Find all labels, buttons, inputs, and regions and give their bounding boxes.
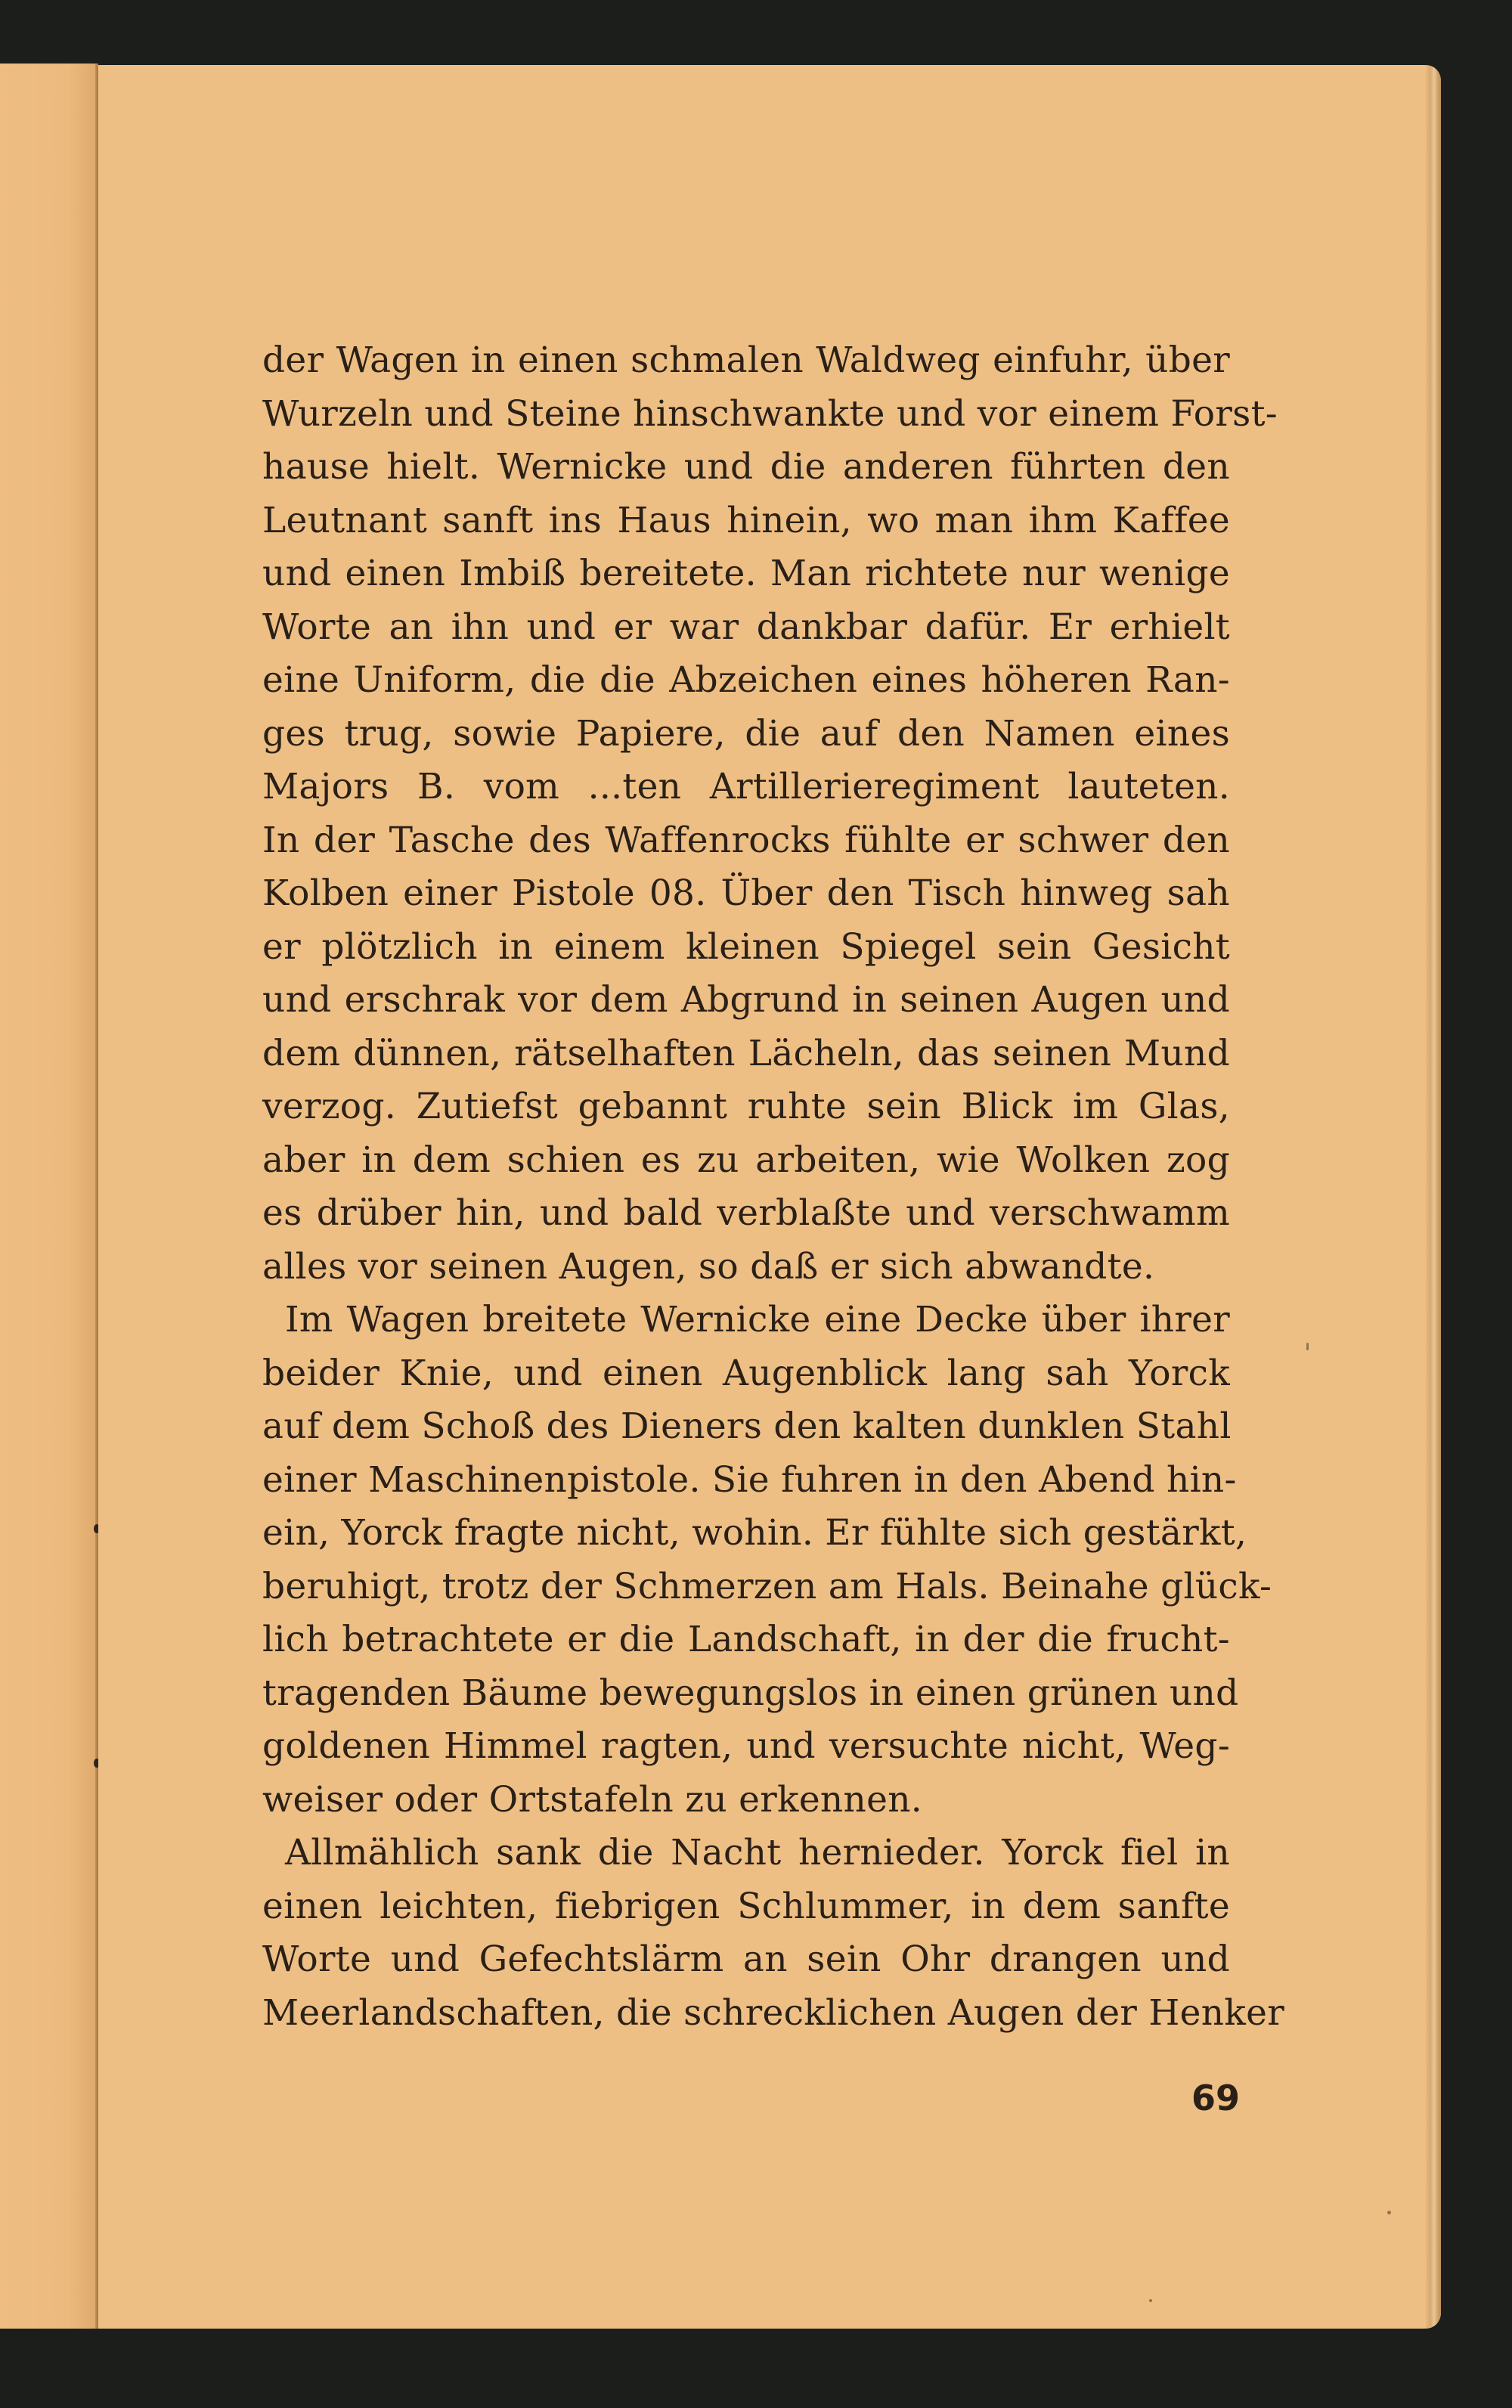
facing-page-edge xyxy=(0,64,97,2329)
text-line: weiser oder Ortstafeln zu erkennen. xyxy=(262,1778,923,1821)
text-line: und erschrak vor dem Abgrund in seinen Augen und xyxy=(262,979,1230,1021)
text-line: und einen Imbiß bereitete. Man richtete nur wenige xyxy=(262,553,1230,594)
text-line: er plötzlich in einem kleinen Spiegel sein Gesicht xyxy=(262,925,1230,968)
text-line: beider Knie, und einen Augenblick lang sah Yorck xyxy=(262,1352,1230,1394)
body-text xyxy=(262,334,1285,2040)
text-line: Kolben einer Pistole 08. Über den Tisch hinweg sah xyxy=(262,872,1230,914)
text-line: Allmählich sank die Nacht hernieder. Yorck fiel in xyxy=(285,1832,1230,1873)
text-line: es drüber hin, und bald verblaßte und verschwamm xyxy=(262,1192,1230,1234)
paper-speck xyxy=(1306,1343,1309,1350)
text-line: In der Tasche des Waffenrocks fühlte er schwer den xyxy=(262,819,1230,861)
text-line: der Wagen in einen schmalen Waldweg einfuhr, über xyxy=(262,339,1230,381)
text-line: tragenden Bäume bewegungslos in einen grünen und xyxy=(262,1672,1239,1714)
text-line: dem dünnen, rätselhaften Lächeln, das seinen Mund xyxy=(262,1032,1230,1074)
paper-speck xyxy=(1149,2299,1152,2302)
text-line: Majors B. vom ...ten Artillerieregiment lauteten. xyxy=(262,766,1230,807)
text-line: ges trug, sowie Papiere, die auf den Namen eines xyxy=(262,712,1230,755)
text-line: beruhigt, trotz der Schmerzen am Hals. Beinahe glück- xyxy=(262,1565,1272,1607)
text-line: goldenen Himmel ragten, und versuchte nicht, Weg- xyxy=(262,1725,1230,1767)
text-line: verzog. Zutiefst gebannt ruhte sein Blick im Glas, xyxy=(262,1086,1230,1127)
text-line: Meerlandschaften, die schrecklichen Augen der Henker xyxy=(262,1991,1285,2034)
text-line: Worte und Gefechtslärm an sein Ohr drangen und xyxy=(262,1938,1230,1980)
text-line: ein, Yorck fragte nicht, wohin. Er fühlte sich gestärkt, xyxy=(262,1512,1247,1554)
book-page xyxy=(98,65,1441,2329)
text-line: aber in dem schien es zu arbeiten, wie Wolken zog xyxy=(262,1139,1230,1181)
text-line: einen leichten, fiebrigen Schlummer, in dem sanfte xyxy=(262,1885,1230,1927)
text-line: auf dem Schoß des Dieners den kalten dunklen Stahl xyxy=(262,1405,1232,1447)
paragraph-1 xyxy=(262,334,1278,1294)
text-line: hause hielt. Wernicke und die anderen führten den xyxy=(262,446,1230,488)
paragraph-2 xyxy=(262,1294,1272,1827)
text-line: einer Maschinenpistole. Sie fuhren in den Abend hin- xyxy=(262,1458,1237,1501)
text-line: Worte an ihn und er war dankbar dafür. Er erhielt xyxy=(262,606,1230,648)
text-line: lich betrachtete er die Landschaft, in der die frucht- xyxy=(262,1619,1230,1660)
page-fore-edge xyxy=(1426,65,1441,2329)
text-line: eine Uniform, die die Abzeichen eines höheren Ran- xyxy=(262,659,1230,701)
paper-speck xyxy=(1387,2211,1391,2214)
paragraph-3 xyxy=(262,1827,1285,2040)
text-line: Im Wagen breitete Wernicke eine Decke über ihrer xyxy=(285,1299,1230,1340)
text-line: Leutnant sanft ins Haus hinein, wo man ihm Kaffee xyxy=(262,499,1230,541)
text-line: alles vor seinen Augen, so daß er sich abwandte. xyxy=(262,1245,1155,1288)
page-number: 69 xyxy=(1191,2078,1241,2118)
text-line: Wurzeln und Steine hinschwankte und vor einem Forst- xyxy=(262,392,1278,435)
